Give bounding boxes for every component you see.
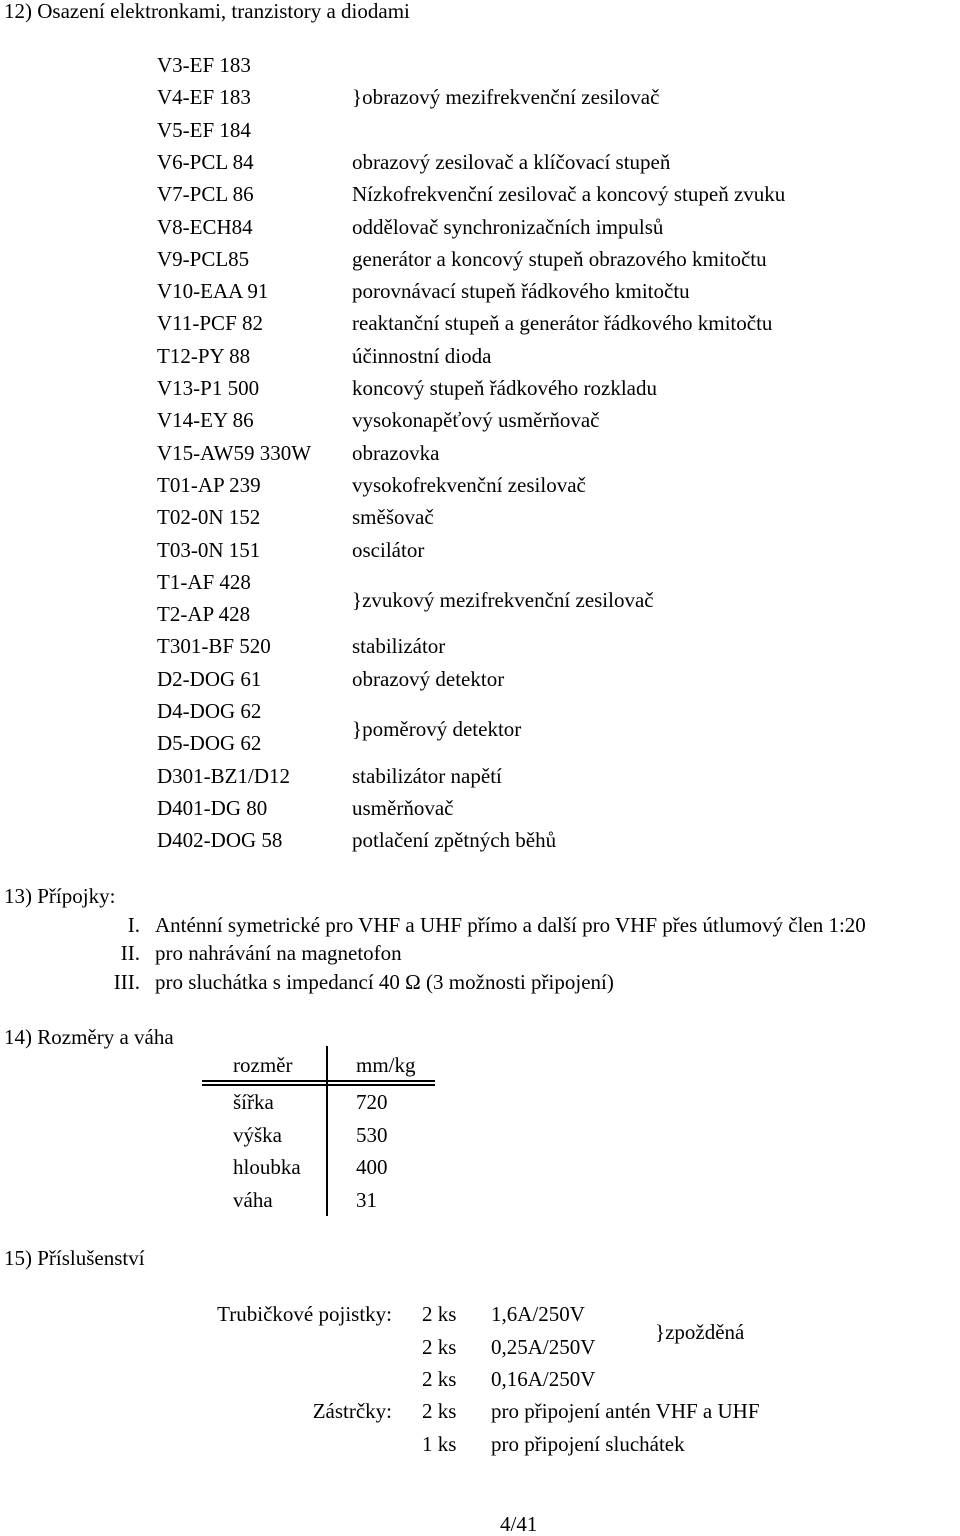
part-designation: V14-EY 86 (157, 408, 254, 432)
connector-text-2: pro nahrávání na magnetofon (155, 941, 402, 965)
part-designation: D4-DOG 62 (157, 699, 262, 723)
part-designation: D402-DOG 58 (157, 828, 283, 852)
part-function: oscilátor (352, 538, 425, 562)
part-function: }obrazový mezifrekvenční zesilovač (352, 85, 660, 109)
part-designation: D2-DOG 61 (157, 667, 262, 691)
part-designation: T1-AF 428 (157, 570, 251, 594)
fuse-qty: 2 ks (422, 1302, 457, 1326)
dimension-value: 530 (356, 1123, 388, 1147)
part-designation: D401-DG 80 (157, 796, 268, 820)
group-label-pomer: }poměrový detektor (352, 717, 522, 741)
connector-text-3: pro sluchátka s impedancí 40 Ω (3 možnosti připojení) (155, 970, 614, 994)
part-designation: V10-EAA 91 (157, 279, 269, 303)
part-function: směšovač (352, 505, 434, 529)
part-designation: V3-EF 183 (157, 53, 251, 77)
fuse-rating: 0,16A/250V (491, 1367, 596, 1391)
fuse-qty: 2 ks (422, 1335, 457, 1359)
part-designation: V11-PCF 82 (157, 311, 263, 335)
plug-purpose: pro připojení sluchátek (491, 1432, 685, 1456)
page-number: 4/41 (500, 1512, 538, 1536)
section-15-heading: 15) Příslušenství (4, 1246, 145, 1270)
fuse-rating: 1,6A/250V (491, 1302, 585, 1326)
connector-num-2: II. (120, 941, 140, 965)
part-function: usměrňovač (352, 796, 454, 820)
fuses-note: }zpožděná (655, 1320, 745, 1344)
part-function: vysokonapěťový usměrňovač (352, 408, 600, 432)
part-designation: V8-ECH84 (157, 215, 253, 239)
part-designation: T2-AP 428 (157, 602, 251, 626)
part-designation: V9-PCL85 (157, 247, 250, 271)
part-designation: V7-PCL 86 (157, 182, 254, 206)
part-function: stabilizátor (352, 634, 446, 658)
part-designation: V15-AW59 330W (157, 441, 312, 465)
part-function: stabilizátor napětí (352, 764, 502, 788)
part-function: Nízkofrekvenční zesilovač a koncový stupeň zvuku (352, 182, 786, 206)
part-function: obrazovka (352, 441, 440, 465)
part-function: koncový stupeň řádkového rozkladu (352, 376, 658, 400)
part-designation: T02-0N 152 (157, 505, 261, 529)
section-14-heading: 14) Rozměry a váha (4, 1025, 174, 1049)
section-12-heading: 12) Osazení elektronkami, tranzistory a diodami (4, 0, 410, 23)
connector-num-1: I. (127, 913, 140, 937)
fuses-label: Trubičkové pojistky: (217, 1302, 392, 1326)
section-13-heading: 13) Přípojky: (4, 884, 116, 908)
dimension-value: 31 (356, 1188, 377, 1212)
dimension-name: hloubka (233, 1155, 301, 1179)
dimension-name: výška (233, 1123, 282, 1147)
dimension-value: 720 (356, 1090, 388, 1114)
unit-col-header: mm/kg (356, 1053, 416, 1077)
part-designation: V13-P1 500 (157, 376, 260, 400)
part-function: obrazový zesilovač a klíčovací stupeň (352, 150, 671, 174)
fuse-qty: 2 ks (422, 1367, 457, 1391)
table-header-rule (202, 1080, 435, 1082)
part-designation: D301-BZ1/D12 (157, 764, 290, 788)
dimension-name: váha (233, 1188, 273, 1212)
part-function: potlačení zpětných běhů (352, 828, 557, 852)
plug-qty: 1 ks (422, 1432, 457, 1456)
part-function: vysokofrekvenční zesilovač (352, 473, 586, 497)
part-designation: T301-BF 520 (157, 634, 271, 658)
connector-text-1: Anténní symetrické pro VHF a UHF přímo a další pro VHF přes útlumový člen 1:20 (155, 913, 866, 937)
part-function: generátor a koncový stupeň obrazového kmitočtu (352, 247, 767, 271)
plug-purpose: pro připojení antén VHF a UHF (491, 1399, 760, 1423)
plugs-label: Zástrčky: (312, 1399, 392, 1423)
group-label-zvuk: }zvukový mezifrekvenční zesilovač (352, 588, 654, 612)
dimension-value: 400 (356, 1155, 388, 1179)
dimension-name: šířka (233, 1090, 274, 1114)
part-designation: D5-DOG 62 (157, 731, 262, 755)
plug-qty: 2 ks (422, 1399, 457, 1423)
part-designation: T01-AP 239 (157, 473, 261, 497)
connector-num-3: III. (113, 970, 140, 994)
dimension-col-header: rozměr (233, 1053, 293, 1077)
table-column-divider (326, 1046, 328, 1216)
fuse-rating: 0,25A/250V (491, 1335, 596, 1359)
part-designation: T12-PY 88 (157, 344, 251, 368)
part-designation: V5-EF 184 (157, 118, 251, 142)
part-function: porovnávací stupeň řádkového kmitočtu (352, 279, 690, 303)
part-function: oddělovač synchronizačních impulsů (352, 215, 664, 239)
part-function: účinnostní dioda (352, 344, 492, 368)
part-designation: V6-PCL 84 (157, 150, 254, 174)
part-function: reaktanční stupeň a generátor řádkového kmitočtu (352, 311, 773, 335)
table-header-rule-2 (202, 1084, 435, 1086)
part-designation: V4-EF 183 (157, 85, 251, 109)
part-function: obrazový detektor (352, 667, 505, 691)
part-designation: T03-0N 151 (157, 538, 261, 562)
